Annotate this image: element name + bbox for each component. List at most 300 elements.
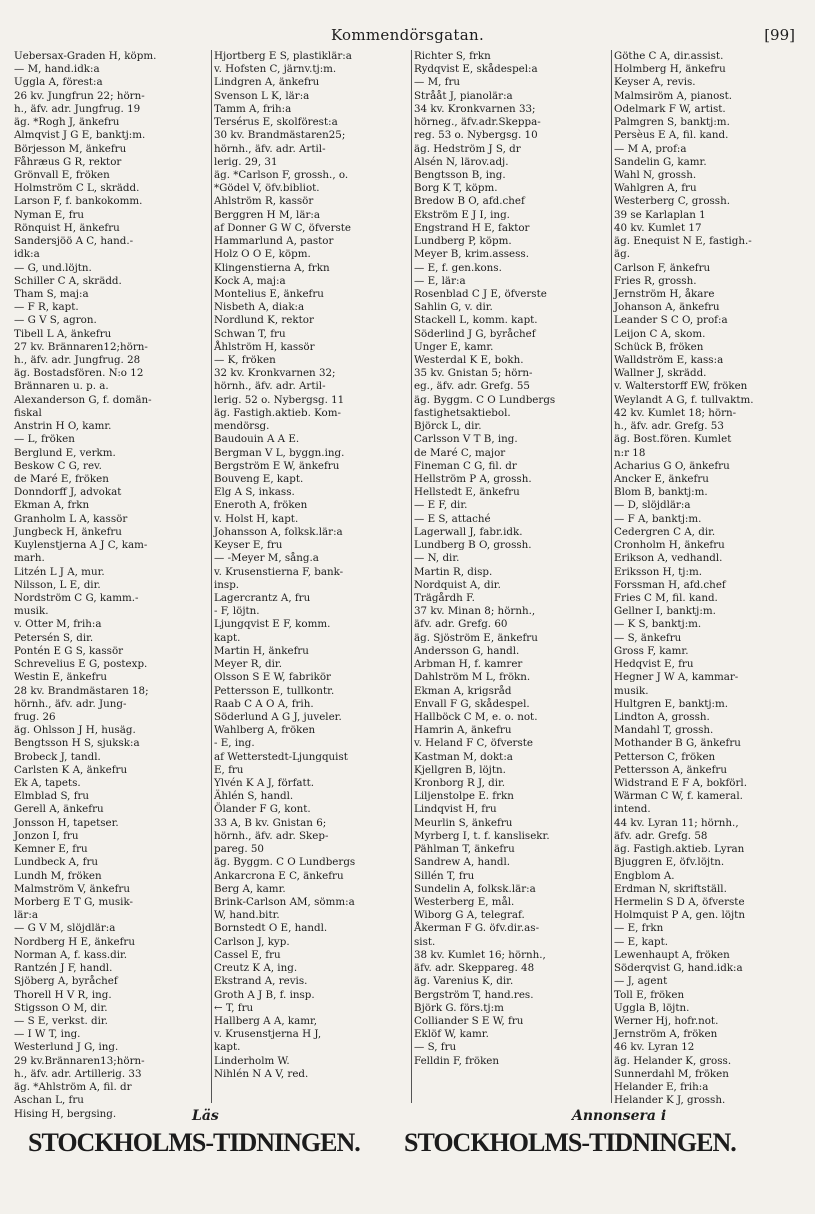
directory-entry: kapt.: [214, 631, 241, 644]
directory-entry: äg. *Rogh J, änkefru: [14, 116, 120, 129]
directory-entry: Ölander F G, kont.: [214, 803, 311, 816]
directory-entry: Donndorff J, advokat: [14, 486, 122, 499]
directory-entry: kapt.: [214, 1041, 241, 1054]
directory-entry: v. Hofsten C, järnv.tj:m.: [214, 63, 337, 76]
directory-entry: Toll E, fröken: [614, 988, 685, 1001]
directory-entry: Söderlund A G J, juveler.: [214, 710, 342, 723]
directory-entry: sist.: [414, 935, 436, 948]
footer-labels: [12, 1108, 806, 1128]
directory-entry: Hedqvist E, fru: [614, 658, 694, 671]
directory-entry: äg. Bostadsfören. N:o 12: [14, 367, 144, 380]
directory-entry: 38 kv. Kumlet 16; hörnh.,: [414, 948, 546, 961]
directory-entry: — L, fröken: [14, 433, 75, 446]
directory-entry: — F R, kapt.: [14, 301, 79, 314]
directory-entry: Myrberg I, t. f. kanslisekr.: [414, 829, 550, 842]
directory-entry: Ekstrand A, revis.: [214, 975, 308, 988]
directory-entry: Brobeck J, tandl.: [14, 750, 101, 763]
directory-entry: mendörsg.: [214, 420, 270, 433]
directory-entry: Westerlund J G, ing.: [14, 1041, 119, 1054]
directory-entry: Linderholm W.: [214, 1054, 290, 1067]
directory-entry: ← T, fru: [214, 1001, 254, 1014]
directory-entry: äg. Varenius K, dir.: [414, 975, 514, 988]
directory-entry: Lundh M, fröken: [14, 869, 102, 882]
directory-entry: Lagercrantz A, fru: [214, 591, 311, 604]
directory-entry: de Maré E, fröken: [14, 473, 109, 485]
directory-entry: — E, kapt.: [614, 935, 669, 948]
directory-entry: hörnh., äfv. adr. Artil-: [214, 142, 326, 155]
directory-entry: Eneroth A, fröken: [214, 499, 308, 512]
directory-entry: Holmström C L, skrädd.: [14, 182, 140, 195]
directory-entry: Pettersson E, tullkontr.: [214, 684, 335, 697]
directory-entry: — I W T, ing.: [14, 1028, 81, 1041]
directory-entry: — S, fru: [414, 1041, 457, 1054]
directory-entry: Wiborg G A, telegraf.: [414, 909, 525, 922]
directory-entry: Weylandt A G, f. tullvaktm.: [614, 393, 754, 406]
directory-entry: Raab C A O A, frih.: [214, 697, 314, 710]
directory-entry: Schiller C A, skrädd.: [14, 274, 122, 287]
directory-entry: — E, lär:a: [414, 274, 466, 287]
directory-entry: Bornstedt O E, handl.: [214, 922, 328, 935]
directory-entry: de Maré C, major: [414, 446, 506, 459]
column-2: [212, 50, 410, 1103]
directory-entry: Cassel E, fru: [214, 948, 281, 961]
directory-entry: Wallner J, skrädd.: [614, 367, 707, 380]
directory-entry: Fries C M, fil. kand.: [614, 591, 718, 604]
directory-entry: Ekman A, krigsråd: [414, 684, 512, 697]
directory-entry: Anstrin H O, kamr.: [14, 420, 112, 433]
directory-entry: Liljenstolpe E. frkn: [414, 790, 514, 803]
directory-entry: Tham S, maj:a: [14, 287, 89, 300]
directory-entry: Stigsson O M, dir.: [14, 1001, 108, 1014]
directory-entry: Åhlström H, kassör: [214, 340, 315, 353]
directory-entry: Lindton A, grossh.: [614, 710, 710, 723]
directory-entry: Johansson A, folksk.lär:a: [214, 525, 343, 538]
directory-entry: — G V S, agron.: [14, 314, 97, 327]
directory-entry: Bredow B O, afd.chef: [414, 195, 525, 208]
directory-entry: Keyser E, fru: [214, 539, 283, 552]
directory-entry: Berg A, kamr.: [214, 882, 286, 895]
directory-entry: hörnh., äfv. adr. Jung-: [14, 697, 127, 710]
directory-entry: Carlsson V T B, ing.: [414, 433, 518, 446]
page-number: [99]: [764, 26, 795, 44]
directory-entry: Gellner I, banktj:m.: [614, 605, 716, 618]
directory-entry: Nordlund K, rektor: [214, 314, 314, 327]
directory-entry: — N, dir.: [414, 552, 460, 565]
directory-entry: Mandahl T, grossh.: [614, 724, 714, 737]
footer-banner: [12, 1128, 806, 1168]
directory-entry: Hising H, bergsing.: [14, 1107, 117, 1120]
directory-entry: Elmblad S, fru: [14, 790, 90, 803]
directory-entry: Groth A J B, f. insp.: [214, 988, 315, 1001]
directory-entry: Hellström P A, grossh.: [414, 473, 532, 485]
footer-left-label: Läs: [192, 1108, 219, 1124]
directory-entry: Martin R, disp.: [414, 565, 493, 578]
directory-entry: Kuylenstjerna A J C, kam-: [14, 539, 148, 552]
directory-entry: äg. Sjöström E, änkefru: [414, 631, 538, 644]
directory-entry: Wahlgren A, fru: [614, 182, 697, 195]
directory-entry: Meurlin S, änkefru: [414, 816, 513, 829]
directory-entry: 33 A, B kv. Gnistan 6;: [214, 816, 327, 829]
directory-entry: äg. Enequist N E, fastigh.-: [614, 235, 752, 248]
directory-entry: — E, frkn: [614, 922, 664, 935]
directory-entry: Carlsten K A, änkefru: [14, 763, 128, 776]
directory-entry: — M, hand.idk:a: [14, 63, 100, 76]
directory-entry: 29 kv.Brännaren13;hörn-: [14, 1054, 145, 1067]
directory-entry: Göthe C A, dir.assist.: [614, 50, 724, 62]
directory-entry: — M, fru: [414, 76, 461, 89]
directory-entry: Ek A, tapets.: [14, 777, 81, 790]
directory-entry: Mothander B G, änkefru: [614, 737, 741, 750]
directory-entry: musik.: [614, 684, 649, 697]
directory-entry: frug. 26: [14, 710, 56, 723]
directory-entry: äfv. adr. Grefg. 60: [414, 618, 508, 631]
directory-entry: Uggla A, förest:a: [14, 76, 103, 89]
directory-entry: Persèus E A, fil. kand.: [614, 129, 729, 142]
directory-entry: Rönquist H, änkefru: [14, 221, 120, 234]
directory-entry: — -Meyer M, sång.a: [214, 552, 319, 565]
directory-entry: Wahlberg A, fröken: [214, 724, 316, 737]
directory-entry: Westin E, änkefru: [14, 671, 107, 684]
directory-entry: Lundbeck A, fru: [14, 856, 99, 869]
directory-entry: Bengtsson B, ing.: [414, 168, 506, 181]
directory-entry: Kjellgren B, löjtn.: [414, 763, 506, 776]
directory-entry: Morberg E T G, musik-: [14, 896, 133, 908]
directory-entry: Petterson C, fröken: [614, 750, 716, 763]
directory-entry: Kock A, maj:a: [214, 274, 286, 287]
directory-entry: Jungbeck H, änkefru: [14, 525, 122, 538]
footer-left-banner: STOCKHOLMS-TIDNINGEN.: [28, 1128, 360, 1157]
directory-entry: Kemner E, fru: [14, 843, 88, 856]
directory-entry: Bergström E W, änkefru: [214, 459, 340, 472]
directory-entry: Jernström H, åkare: [614, 287, 715, 300]
directory-entry: Sahlin G, v. dir.: [414, 301, 493, 314]
directory-entry: Lindgren A, änkefru: [214, 76, 320, 89]
directory-entry: äfv. adr. Skeppareg. 48: [414, 962, 535, 975]
directory-entry: — F A, banktj:m.: [614, 512, 702, 525]
directory-entry: äg. Helander K, gross.: [614, 1054, 732, 1067]
directory-entry: Nordquist A, dir.: [414, 578, 501, 591]
directory-entry: Lundberg P, köpm.: [414, 235, 512, 248]
directory-entry: Aschan L, fru: [14, 1094, 84, 1107]
directory-entry: Jonzon I, fru: [14, 829, 79, 842]
directory-entry: 30 kv. Brandmästaren25;: [214, 129, 346, 142]
directory-entry: Uebersax-Graden H, köpm.: [14, 50, 157, 62]
directory-entry: 34 kv. Kronkvarnen 33;: [414, 102, 536, 115]
directory-entry: Schück B, fröken: [614, 340, 704, 353]
directory-entry: af Wetterstedt-Ljungquist: [214, 750, 348, 763]
directory-entry: äg. *Carlson F, grossh., o.: [214, 168, 349, 181]
directory-entry: 26 kv. Jungfrun 22; hörn-: [14, 89, 145, 102]
directory-entry: Acharius G O, änkefru: [614, 459, 730, 472]
directory-entry: äg. Bost.fören. Kumlet: [614, 433, 732, 446]
directory-entry: Petersén S, dir.: [14, 631, 94, 644]
directory-entry: Hjortberg E S, plastiklär:a: [214, 50, 352, 62]
directory-entry: Martin H, änkefru: [214, 644, 309, 657]
directory-entry: Sandelin G, kamr.: [614, 155, 707, 168]
directory-entry: Malmsiröm A, pianost.: [614, 89, 733, 102]
directory-entry: Sillén T, fru: [414, 869, 475, 882]
directory-entry: Arbman H, f. kamrer: [414, 658, 523, 671]
directory-entry: Engblom A.: [614, 869, 675, 882]
directory-entry: Fineman C G, fil. dr: [414, 459, 517, 472]
directory-entry: Granholm L A, kassör: [14, 512, 128, 525]
directory-entry: Hammarlund A, pastor: [214, 235, 334, 248]
directory-entry: Sunnerdahl M, fröken: [614, 1067, 729, 1080]
directory-entry: h., äfv. adr. Grefg. 53: [614, 420, 724, 433]
directory-entry: Pontén E G S, kassör: [14, 644, 124, 657]
directory-entry: Schwan T, fru: [214, 327, 286, 340]
directory-entry: Söderqvist G, hand.idk:a: [614, 962, 743, 975]
directory-entry: Uggla B, löjtn.: [614, 1001, 690, 1014]
directory-entry: Bergman V L, byggn.ing.: [214, 446, 345, 459]
directory-entry: Ekström E J I, ing.: [414, 208, 510, 221]
directory-entry: Colliander S E W, fru: [414, 1014, 524, 1027]
directory-entry: Berglund E, verkm.: [14, 446, 116, 459]
directory-entry: af Donner G W C, öfverste: [214, 221, 352, 234]
directory-entry: äfv. adr. Grefg. 58: [614, 829, 708, 842]
directory-entry: Wahl N, grossh.: [614, 168, 697, 181]
directory-entry: Richter S, frkn: [414, 50, 491, 62]
directory-entry: Werner Hj, hofr.not.: [614, 1014, 719, 1027]
directory-entry: hörnh., äfv. adr. Skep-: [214, 829, 329, 842]
directory-entry: Nihlén N A V, red.: [214, 1067, 309, 1080]
directory-entry: Nilsson, L E, dir.: [14, 578, 101, 591]
directory-entry: Rosenblad C J E, öfverste: [414, 287, 547, 300]
directory-entry: — E S, attaché: [414, 512, 491, 525]
directory-entry: pareg. 50: [214, 843, 264, 856]
directory-entry: hörnh., äfv. adr. Artil-: [214, 380, 326, 393]
directory-entry: lerig. 29, 31: [214, 155, 278, 168]
directory-entry: Norman A, f. kass.dir.: [14, 948, 128, 961]
directory-entry: 46 kv. Lyran 12: [614, 1041, 695, 1054]
directory-entry: Holmberg H, änkefru: [614, 63, 726, 76]
directory-entry: Widstrand E F A, bokförl.: [614, 777, 747, 790]
directory-entry: Holmquist P A, gen. löjtn: [614, 909, 745, 922]
directory-entry: Berggren H M, lär:a: [214, 208, 320, 221]
directory-entry: h., äfv. adr. Artillerig. 33: [14, 1067, 142, 1080]
directory-entry: Cedergren C A, dir.: [614, 525, 716, 538]
directory-entry: Sandrew A, handl.: [414, 856, 511, 869]
directory-entry: Meyer R, dir.: [214, 658, 282, 671]
column-3: [412, 50, 610, 1103]
directory-entry: — K S, banktj:m.: [614, 618, 702, 631]
directory-entry: — G V M, slöjdlär:a: [14, 922, 116, 935]
directory-entry: 28 kv. Brandmästaren 18;: [14, 684, 149, 697]
directory-entry: Thorell H V R, ing.: [14, 988, 112, 1001]
directory-entry: Kastman M, dokt:a: [414, 750, 513, 763]
directory-entry: Ylvén K A J, författ.: [214, 777, 315, 790]
directory-entry: Börjesson M, änkefru: [14, 142, 127, 155]
directory-entry: Carlson J, kyp.: [214, 935, 290, 948]
directory-entry: 42 kv. Kumlet 18; hörn-: [614, 406, 737, 419]
directory-entry: Leander S C O, prof:a: [614, 314, 728, 327]
directory-entry: Eklöf W, kamr.: [414, 1028, 489, 1041]
directory-entry: äg. *Ahlström A, fil. dr: [14, 1081, 132, 1094]
column-4: [612, 50, 810, 1107]
directory-entry: Brink-Carlson AM, sömm:a: [214, 896, 355, 908]
directory-entry: 44 kv. Lyran 11; hörnh.,: [614, 816, 739, 829]
directory-entry: lerig. 52 o. Nybergsg. 11: [214, 393, 345, 406]
directory-entry: Meyer B, krim.assess.: [414, 248, 529, 261]
directory-entry: 40 kv. Kumlet 17: [614, 221, 702, 234]
directory-entry: Palmgren S, banktj:m.: [614, 116, 730, 129]
directory-entry: äg. Byggm. C O Lundbergs: [414, 393, 556, 406]
directory-entry: musik.: [14, 605, 49, 618]
page-header: [0, 26, 815, 48]
directory-entry: Lewenhaupt A, fröken: [614, 948, 730, 961]
directory-entry: n:r 18: [614, 446, 646, 459]
directory-entry: Creutz K A, ing.: [214, 962, 298, 975]
directory-entry: Lagerwall J, fabr.idk.: [414, 525, 523, 538]
directory-entry: Helander K J, grossh.: [614, 1094, 726, 1107]
directory-entry: Westerdal K E, bokh.: [414, 354, 524, 367]
directory-entry: Keyser A, revis.: [614, 76, 696, 89]
directory-entry: Sundelin A, folksk.lär:a: [414, 882, 536, 895]
directory-entry: Trägårdh F.: [414, 591, 475, 604]
directory-entry: Hallböck C M, e. o. not.: [414, 710, 538, 723]
directory-entry: Jernström A, fröken: [614, 1028, 718, 1041]
directory-entry: Jonsson H, tapetser.: [14, 816, 119, 829]
directory-entry: Söderlind J G, byråchef: [414, 327, 536, 340]
footer-right-banner: STOCKHOLMS-TIDNINGEN.: [404, 1128, 736, 1157]
directory-entry: Hultgren E, banktj:m.: [614, 697, 729, 710]
directory-entry: hörneg., äfv.adr.Skeppa-: [414, 116, 541, 129]
directory-entry: v. Holst H, kapt.: [214, 512, 299, 525]
directory-entry: Nisbeth A, diak:a: [214, 301, 305, 314]
directory-entry: Grönvall E, fröken: [14, 168, 110, 181]
directory-entry: Westerberg C, grossh.: [614, 195, 730, 208]
directory-entry: — S E, verkst. dir.: [14, 1014, 108, 1027]
directory-entry: Björck L, dir.: [414, 420, 482, 433]
directory-entry: Ankarcrona E C, änkefru: [214, 869, 344, 882]
directory-entry: Hermelin S D A, öfverste: [614, 896, 745, 908]
directory-entry: Rydqvist E, skådespel:a: [414, 63, 538, 76]
directory-entry: Walldström E, kass:a: [614, 354, 724, 367]
directory-entry: 32 kv. Kronkvarnen 32;: [214, 367, 336, 380]
directory-entry: Kronborg R J, dir.: [414, 777, 506, 790]
directory-entry: Elg A S, inkass.: [214, 486, 295, 499]
directory-entry: — J, agent: [614, 975, 668, 988]
directory-entry: Åkerman F G. öfv.dir.as-: [414, 922, 540, 935]
directory-entry: h., äfv. adr. Jungfrug. 19: [14, 102, 141, 115]
directory-entry: intend.: [614, 803, 651, 816]
directory-entry: Ekman A, frkn: [14, 499, 90, 512]
directory-entry: äg. Fastigh.aktieb. Kom-: [214, 406, 341, 419]
directory-entry: lär:a: [14, 909, 38, 922]
directory-entry: - E, ing.: [214, 737, 255, 750]
directory-entry: Lindqvist H, fru: [414, 803, 497, 816]
directory-entry: Baudouin A A E.: [214, 433, 300, 446]
directory-entry: v. Krusenstierna F, bank-: [214, 565, 344, 578]
directory-entry: Forssman H, afd.chef: [614, 578, 726, 591]
directory-entry: Schrevelius E G, postexp.: [14, 658, 148, 671]
directory-entry: Svenson L K, lär:a: [214, 89, 310, 102]
directory-entry: insp.: [214, 578, 240, 591]
directory-entry: reg. 53 o. Nybergsg. 10: [414, 129, 538, 142]
directory-entry: Ljungqvist E F, komm.: [214, 618, 331, 631]
directory-entry: Klingenstierna A, frkn: [214, 261, 330, 274]
directory-entry: äg. Ohlsson J H, husäg.: [14, 724, 136, 737]
directory-entry: Leijon C A, skom.: [614, 327, 706, 340]
directory-entry: Hellstedt E, änkefru: [414, 486, 520, 499]
directory-entry: Alexanderson G, f. domän-: [14, 393, 152, 406]
directory-entry: Tibell L A, änkefru: [14, 327, 112, 340]
directory-entry: Malmström V, änkefru: [14, 882, 130, 895]
directory-entry: Dahlström M L, frökn.: [414, 671, 531, 684]
directory-entry: Björk G. förs.tj:m: [414, 1001, 504, 1014]
directory-entry: Engstrand H E, faktor: [414, 221, 530, 234]
directory-entry: Larson F, f. bankokomm.: [14, 195, 143, 208]
directory-entry: Eriksson H, tj:m.: [614, 565, 703, 578]
directory-entry: idk:a: [14, 248, 40, 261]
directory-entry: Bjuggren E, öfv.löjtn.: [614, 856, 725, 869]
directory-entry: Gerell A, änkefru: [14, 803, 104, 816]
directory-entry: Erikson A, vedhandl.: [614, 552, 723, 565]
directory-entry: Nordberg H E, änkefru: [14, 935, 135, 948]
directory-entry: Fåhræus G R, rektor: [14, 155, 122, 168]
directory-entry: Ählén S, handl.: [214, 790, 294, 803]
directory-entry: Bengtsson H S, sjuksk:a: [14, 737, 140, 750]
directory-entry: 35 kv. Gnistan 5; hörn-: [414, 367, 533, 380]
directory-entry: Hamrin A, änkefru: [414, 724, 512, 737]
directory-entry: Johanson A, änkefru: [614, 301, 720, 314]
page-title: Kommendörsgatan.: [330, 26, 485, 44]
directory-entry: h., äfv. adr. Jungfrug. 28: [14, 354, 141, 367]
directory-entry: — S, änkefru: [614, 631, 682, 644]
directory-entry: — K, fröken: [214, 354, 276, 367]
directory-entry: — E, f. gen.kons.: [414, 261, 502, 274]
directory-entry: E, fru: [214, 763, 244, 776]
footer-right-label: Annonsera i: [572, 1108, 667, 1124]
directory-entry: Andersson G, handl.: [414, 644, 520, 657]
directory-entry: Holz O O E, köpm.: [214, 248, 311, 261]
directory-entry: Fries R, grossh.: [614, 274, 697, 287]
directory-entry: Strååt J, pianolär:a: [414, 89, 513, 102]
directory-entry: Sjöberg A, byråchef: [14, 975, 118, 988]
directory-entry: v. Walterstorff EW, fröken: [614, 380, 748, 393]
directory-entry: Blom B, banktj:m.: [614, 486, 708, 499]
directory-entry: Alsén N, lärov.adj.: [414, 155, 509, 168]
directory-entry: Stackell L, komm. kapt.: [414, 314, 538, 327]
directory-entry: — D, slöjdlär:a: [614, 499, 691, 512]
directory-entry: Gross F, kamr.: [614, 644, 689, 657]
directory-entry: Lundberg B O, grossh.: [414, 539, 532, 552]
directory-entry: eg., äfv. adr. Grefg. 55: [414, 380, 530, 393]
directory-entry: Borg K T, köpm.: [414, 182, 498, 195]
directory-entry: Hegner J W A, kammar-: [614, 671, 739, 684]
directory-entry: äg. Fastigh.aktieb. Lyran: [614, 843, 745, 856]
directory-entry: Unger E, kamr.: [414, 340, 494, 353]
directory-entry: Tersérus E, skolförest:a: [214, 116, 338, 129]
directory-entry: äg.: [614, 248, 631, 261]
directory-entry: — M A, prof:a: [614, 142, 687, 155]
directory-entry: Bergström T, hand.res.: [414, 988, 534, 1001]
directory-entry: Carlson F, änkefru: [614, 261, 711, 274]
directory-entry: marh.: [14, 552, 45, 565]
directory-entry: äg. Byggm. C O Lundbergs: [214, 856, 356, 869]
directory-entry: Nordström C G, kamm.-: [14, 591, 139, 604]
directory-entry: Cronholm H, änkefru: [614, 539, 725, 552]
directory-entry: 37 kv. Minan 8; hörnh.,: [414, 605, 536, 618]
directory-entry: 27 kv. Brännaren12;hörn-: [14, 340, 148, 353]
directory-entry: Ancker E, änkefru: [614, 473, 709, 485]
directory-entry: Nyman E, fru: [14, 208, 85, 221]
directory-entry: v. Heland F C, öfverste: [414, 737, 533, 750]
directory-entry: Olsson S E W, fabrikör: [214, 671, 331, 684]
directory-entry: Pettersson A, änkefru: [614, 763, 727, 776]
directory-entry: — G, und.löjtn.: [14, 261, 92, 274]
directory-entry: Beskow C G, rev.: [14, 459, 102, 472]
